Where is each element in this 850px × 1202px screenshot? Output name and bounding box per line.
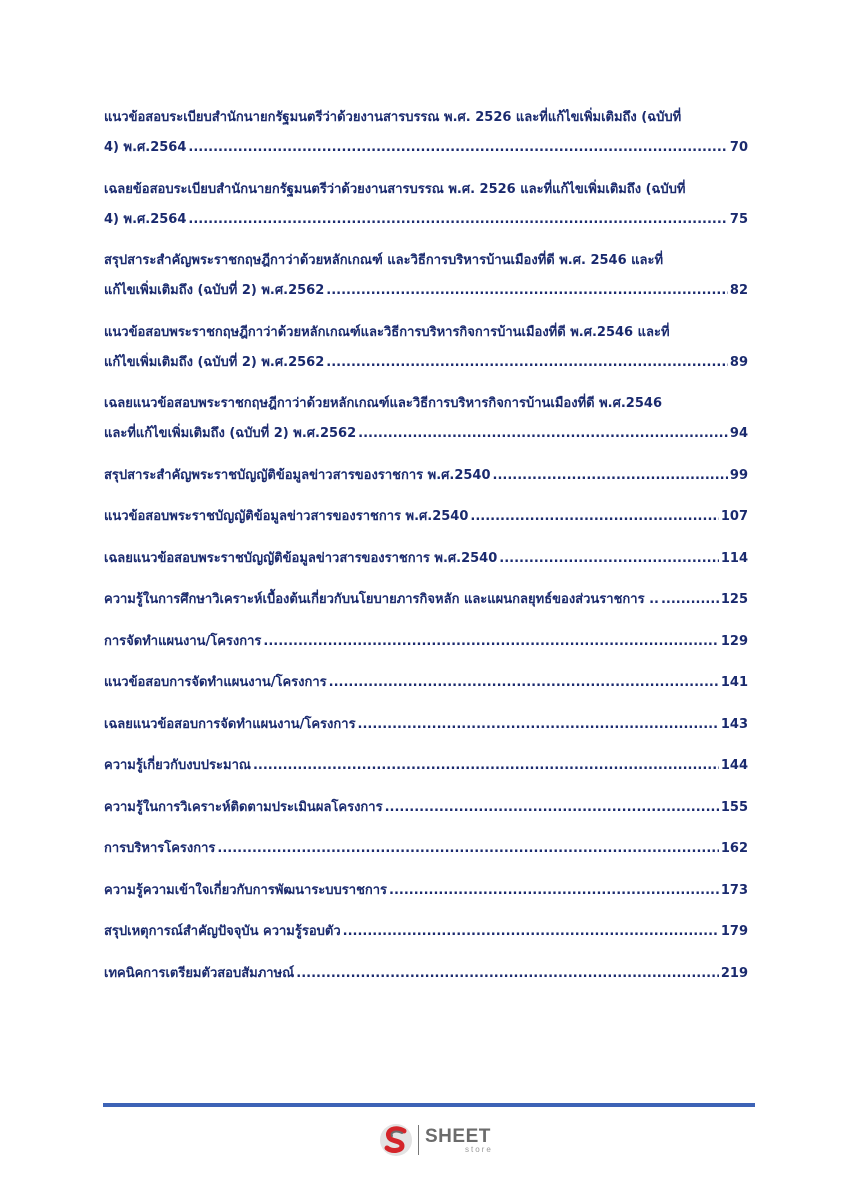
toc-entry-title: เทคนิคการเตรียมตัวสอบสัมภาษณ์ xyxy=(104,965,295,981)
toc-leader-dots xyxy=(358,710,719,740)
footer-logo xyxy=(378,1120,493,1160)
toc-entry-title: และที่แก้ไขเพิ่มเติมถึง (ฉบับที่ 2) พ.ศ.2562 xyxy=(104,426,357,441)
toc-entry-title: แก้ไขเพิ่มเติมถึง (ฉบับที่ 2) พ.ศ.2562 xyxy=(104,354,325,370)
toc-page-number: 99 xyxy=(729,467,748,483)
toc-entry xyxy=(104,246,748,306)
toc-leader-dots xyxy=(661,585,719,615)
toc-page-number: 114 xyxy=(720,550,748,566)
toc-page-number: 107 xyxy=(720,509,748,524)
toc-page-number: 219 xyxy=(720,965,748,981)
toc-entry xyxy=(104,103,748,163)
toc-entry xyxy=(104,959,748,989)
toc-entry-title: การจัดทำแผนงาน/โครงการ xyxy=(104,633,262,649)
toc-entry-title: เฉลยแนวข้อสอบการจัดทำแผนงาน/โครงการ xyxy=(104,716,356,732)
toc-entry xyxy=(104,389,748,449)
toc-entry xyxy=(104,461,748,491)
toc-entry xyxy=(104,876,748,906)
toc-page-number: 179 xyxy=(720,924,748,939)
toc-entry xyxy=(104,502,748,532)
toc-entry xyxy=(104,917,748,947)
toc-entry xyxy=(104,175,748,235)
toc-page-number: 82 xyxy=(729,283,748,298)
toc-entry xyxy=(104,627,748,657)
logo-subtext: store xyxy=(465,1144,493,1154)
toc-leader-dots xyxy=(326,348,728,378)
toc-entry-title: แนวข้อสอบการจัดทำแผนงาน/โครงการ xyxy=(104,675,327,690)
toc-page-number: 70 xyxy=(729,140,748,155)
toc-leader-dots xyxy=(296,959,719,989)
toc-entry-title: การบริหารโครงการ xyxy=(104,841,216,856)
toc-page-number: 89 xyxy=(729,354,748,370)
toc-entry xyxy=(104,585,748,615)
toc-entry-title: 4) พ.ศ.2564 xyxy=(104,211,187,227)
toc-entry-title-line1: เฉลยแนวข้อสอบพระราชกฤษฎีกาว่าด้วยหลักเกณฑ์และวิธีการบริหารกิจการบ้านเมืองที่ดี พ.ศ.2546 xyxy=(104,396,662,411)
toc-entry xyxy=(104,544,748,574)
toc-page-number: 144 xyxy=(720,758,748,773)
toc-entry xyxy=(104,793,748,823)
toc-page-number: 125 xyxy=(720,592,748,607)
toc-entry-title-line1: สรุปสาระสำคัญพระราชกฤษฎีกาว่าด้วยหลักเกณฑ์ และวิธีการบริหารบ้านเมืองที่ดี พ.ศ. 2546 และที่ xyxy=(104,253,664,268)
logo-wordmark: SHEET xyxy=(425,1125,491,1147)
toc-leader-dots xyxy=(188,205,728,235)
toc-leader-dots xyxy=(493,461,728,491)
toc-entry xyxy=(104,751,748,781)
toc-page-number: 143 xyxy=(720,716,748,732)
toc-leader-dots xyxy=(389,876,719,906)
toc-page-number: 94 xyxy=(729,426,748,441)
toc-entry xyxy=(104,668,748,698)
toc-entry-title: แนวข้อสอบพระราชบัญญัติข้อมูลข่าวสารของราชการ พ.ศ.2540 xyxy=(104,509,469,524)
toc-leader-dots xyxy=(358,419,728,449)
toc-entry-title: ความรู้ความเข้าใจเกี่ยวกับการพัฒนาระบบราชการ xyxy=(104,882,388,898)
toc-leader-dots xyxy=(326,276,728,306)
footer-rule xyxy=(103,1103,755,1107)
toc-entry xyxy=(104,710,748,740)
toc-entry xyxy=(104,318,748,378)
table-of-contents xyxy=(104,103,748,1000)
toc-page-number: 129 xyxy=(720,633,748,649)
toc-entry-title-line1: เฉลยข้อสอบระเบียบสำนักนายกรัฐมนตรีว่าด้วยงานสารบรรณ พ.ศ. 2526 และที่แก้ไขเพิ่มเติมถึง (ฉบับที่ xyxy=(104,181,686,197)
toc-leader-dots xyxy=(385,793,719,823)
toc-leader-dots xyxy=(217,834,718,864)
toc-page-number: 155 xyxy=(720,799,748,815)
toc-leader-dots xyxy=(263,627,718,657)
toc-entry-title-line1: แนวข้อสอบพระราชกฤษฎีกาว่าด้วยหลักเกณฑ์และวิธีการบริหารกิจการบ้านเมืองที่ดี พ.ศ.2546 และที่ xyxy=(104,324,670,340)
toc-leader-dots xyxy=(499,544,719,574)
toc-page-number: 162 xyxy=(720,841,748,856)
toc-leader-dots xyxy=(253,751,719,781)
toc-leader-dots xyxy=(470,502,718,532)
toc-entry-title: ความรู้ในการศึกษาวิเคราะห์เบื้องต้นเกี่ยวกับนโยบายภารกิจหลัก และแผนกลยุทธ์ของส่วนราชการ .. xyxy=(104,592,659,607)
toc-entry-title: สรุปสาระสำคัญพระราชบัญญัติข้อมูลข่าวสารของราชการ พ.ศ.2540 xyxy=(104,467,491,483)
toc-entry-title: ความรู้ในการวิเคราะห์ติดตามประเมินผลโครงการ xyxy=(104,799,383,815)
logo-separator xyxy=(418,1125,419,1155)
toc-leader-dots xyxy=(343,917,719,947)
toc-entry xyxy=(104,834,748,864)
sheet-store-logo-icon xyxy=(378,1122,414,1158)
toc-page-number: 75 xyxy=(729,211,748,227)
toc-entry-title: แก้ไขเพิ่มเติมถึง (ฉบับที่ 2) พ.ศ.2562 xyxy=(104,283,325,298)
toc-entry-title-line1: แนวข้อสอบระเบียบสำนักนายกรัฐมนตรีว่าด้วยงานสารบรรณ พ.ศ. 2526 และที่แก้ไขเพิ่มเติมถึง (ฉบับที่ xyxy=(104,110,682,125)
toc-entry-title: สรุปเหตุการณ์สำคัญปัจจุบัน ความรู้รอบตัว xyxy=(104,924,341,939)
toc-entry-title: ความรู้เกี่ยวกับงบประมาณ xyxy=(104,758,251,773)
toc-entry-title: เฉลยแนวข้อสอบพระราชบัญญัติข้อมูลข่าวสารของราชการ พ.ศ.2540 xyxy=(104,550,498,566)
toc-entry-title: 4) พ.ศ.2564 xyxy=(104,140,187,155)
toc-page-number: 141 xyxy=(720,675,748,690)
toc-leader-dots xyxy=(188,133,728,163)
toc-page-number: 173 xyxy=(720,882,748,898)
toc-leader-dots xyxy=(329,668,719,698)
